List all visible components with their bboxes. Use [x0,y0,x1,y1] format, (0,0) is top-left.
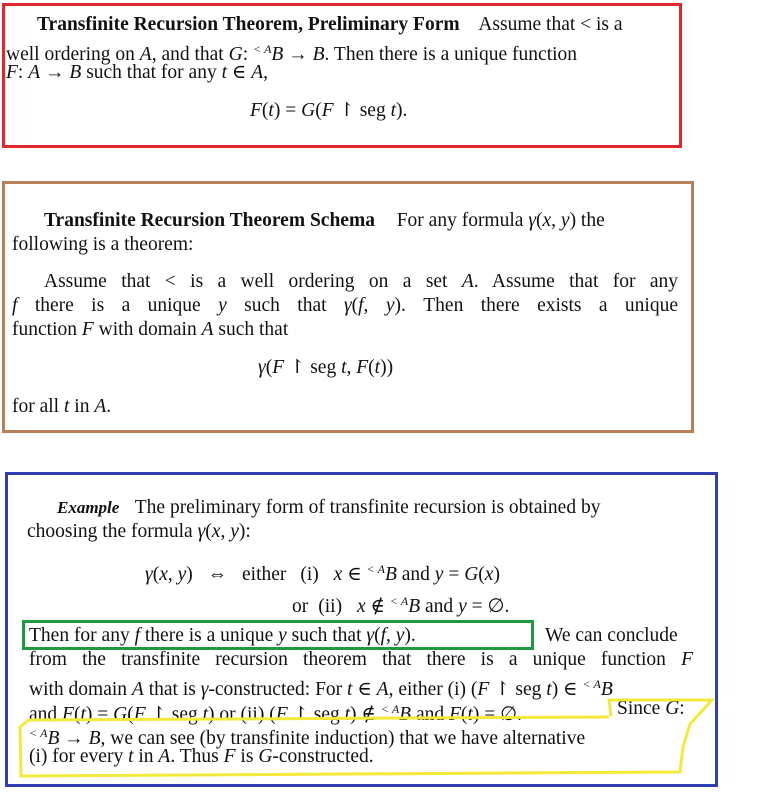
box3-line7: $^{< A}$B → B, we can see (by transfinite induction) that we have alternative [29,726,586,749]
box1-title: Transfinite Recursion Theorem, Preliminary Form [37,14,460,35]
box3-line2: choosing the formula γ(x, y): [27,521,251,542]
box3-line4: from the transfinite recursion theorem that there is a unique function F [29,649,693,670]
box2-line1: Transfinite Recursion Theorem Schema For any formula γ(x, y) the [44,210,605,231]
box3-line8: (i) for every t in A. Thus F is G-constructed. [29,746,374,767]
box3-line5: with domain A that is γ-constructed: For t ∈ A, either (i) (F ↾ seg t) ∈ $^{< A}$B [29,677,613,700]
box1-formula: F(t) = G(F ↾ seg t). [250,100,408,121]
box2-line3: Assume that < is a well ordering on a set A. Assume that for any [44,271,678,292]
box3-line6-tail: Since G: [617,698,685,719]
box2-title: Transfinite Recursion Theorem Schema [44,210,375,231]
example-label: Example [57,498,120,517]
box1-line3: F: A → B such that for any t ∈ A, [6,62,268,83]
box2-line2: following is a theorem: [12,234,194,255]
box2-line4: f there is a unique y such that γ(f, y). Then there exists a unique [12,295,679,316]
box1-line2: well ordering on A, and that G: $^{< A}$B → B. Then there is a unique function [6,42,578,65]
box3-line1: Example The preliminary form of transfinite recursion is obtained by [57,497,601,518]
box3-formula2: or (ii) x ∉ $^{< A}$B and y = ∅. [292,594,510,617]
box3-line3-tail: We can conclude [545,625,678,646]
box2-line5: function F with domain A such that [12,319,289,340]
box1-line1-tail: Assume that < is a [478,14,623,35]
box3-line3: Then for any f there is a unique y such that γ(f, y). [29,625,416,646]
box3-line6: and F(t) = G(F ↾ seg t) or (ii) (F ↾ seg t) ∉ $^{< A}$B and F(t) = ∅. [29,702,522,725]
box2-line6: for all t in A. [12,396,112,417]
box3-formula1: γ(x, y) ⇔ either (i) x ∈ $^{< A}$B and y = G(x) [145,562,500,585]
box2-formula: γ(F ↾ seg t, F(t)) [258,357,394,378]
